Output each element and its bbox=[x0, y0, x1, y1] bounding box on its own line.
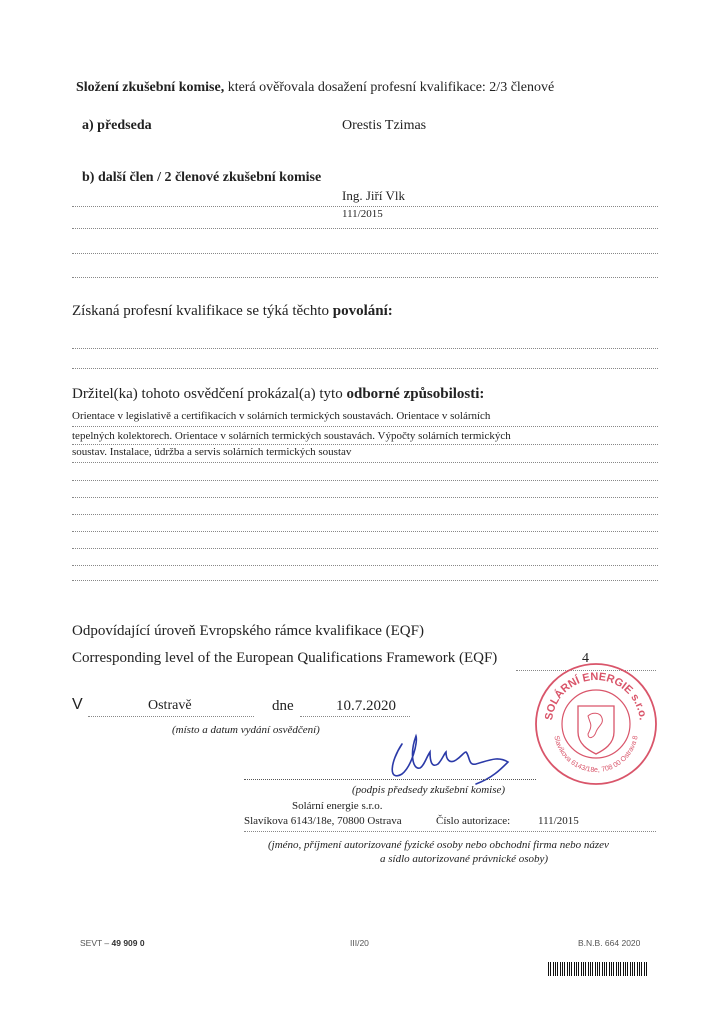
dotted-line bbox=[72, 228, 658, 229]
stamp-top-text: SOLÁRNÍ ENERGIE s.r.o. bbox=[543, 670, 649, 721]
place-prefix: V bbox=[72, 696, 83, 713]
barcode bbox=[548, 962, 648, 976]
competence-line-2: tepelných kolektorech. Orientace v solárních termických soustavách. Výpočty solárních termických bbox=[72, 430, 511, 442]
dotted-line bbox=[72, 462, 658, 463]
commission-heading bbox=[76, 80, 554, 96]
dotted-line bbox=[72, 514, 658, 515]
member-number: 111/2015 bbox=[342, 208, 383, 220]
signature-footnote-2: a sídlo autorizované právnické osoby) bbox=[380, 853, 549, 865]
stamp-inner-ring bbox=[562, 690, 630, 758]
date-value: 10.7.2020 bbox=[336, 698, 396, 714]
eqf-level: 4 bbox=[582, 651, 589, 666]
place-value: Ostravě bbox=[148, 698, 192, 713]
dotted-line bbox=[72, 444, 658, 445]
competence-heading bbox=[72, 386, 484, 403]
dotted-line bbox=[72, 580, 658, 581]
dotted-line bbox=[88, 716, 254, 717]
authorization-label: Číslo autorizace: bbox=[436, 815, 511, 827]
dotted-line bbox=[300, 716, 410, 717]
company-name: Solární energie s.r.o. bbox=[292, 800, 383, 812]
dotted-line bbox=[72, 480, 658, 481]
signature-footnote-1: (jméno, příjmení autorizované fyzické osoby nebo obchodní firma nebo název bbox=[268, 839, 609, 851]
member-name: Ing. Jiří Vlk bbox=[342, 188, 405, 203]
dotted-line bbox=[72, 368, 658, 369]
footer-left bbox=[80, 938, 145, 948]
stamp-bottom-text: Slavíkova 6143/18e, 708 00 Ostrava 8 bbox=[552, 735, 640, 775]
date-label: dne bbox=[272, 698, 294, 714]
place-date-caption: (místo a datum vydání osvědčení) bbox=[172, 724, 320, 736]
eqf-line-en: Corresponding level of the European Qualifications Framework (EQF) bbox=[72, 650, 498, 666]
competence-intro: Držitel(ka) tohoto osvědčení prokázal(a) tyto bbox=[72, 386, 347, 402]
profession-bold: povolání: bbox=[332, 303, 393, 319]
dotted-line bbox=[72, 565, 658, 566]
authorization-number: 111/2015 bbox=[538, 815, 579, 827]
eqf-line-cz: Odpovídající úroveň Evropského rámce kvalifikace (EQF) bbox=[72, 623, 424, 639]
dotted-line bbox=[72, 253, 658, 254]
stamp-lion-icon bbox=[588, 713, 602, 737]
chair-name: Orestis Tzimas bbox=[342, 118, 427, 133]
signature-line bbox=[244, 779, 536, 780]
commission-heading-bold: Složení zkušební komise, bbox=[76, 80, 225, 95]
chair-label: a) předseda bbox=[82, 118, 152, 133]
footer-right: B.N.B. 664 2020 bbox=[578, 938, 641, 948]
company-stamp bbox=[532, 660, 660, 788]
member-label: b) další člen / 2 členové zkušební komise bbox=[82, 170, 322, 185]
footer-left-prefix: SEVT – bbox=[80, 938, 112, 948]
profession-intro: Získaná profesní kvalifikace se týká těchto bbox=[72, 303, 333, 319]
dotted-line bbox=[72, 206, 658, 207]
company-address: Slavíkova 6143/18e, 70800 Ostrava bbox=[244, 815, 402, 827]
dotted-line bbox=[72, 348, 658, 349]
dotted-line bbox=[72, 497, 658, 498]
competence-bold: odborné způsobilosti: bbox=[346, 386, 485, 402]
competence-line-3: soustav. Instalace, údržba a servis solárních termických soustav bbox=[72, 446, 352, 458]
dotted-line bbox=[244, 831, 656, 832]
dotted-line bbox=[72, 426, 658, 427]
footer-left-code: 49 909 0 bbox=[111, 938, 145, 948]
dotted-line bbox=[72, 531, 658, 532]
signature-caption: (podpis předsedy zkušební komise) bbox=[352, 784, 506, 796]
footer-center: III/20 bbox=[350, 938, 369, 948]
dotted-line bbox=[72, 548, 658, 549]
competence-line-1: Orientace v legislativě a certifikacích v solárních termických soustavách. Orientace v solárních bbox=[72, 410, 491, 422]
profession-heading bbox=[72, 303, 393, 320]
dotted-line bbox=[72, 277, 658, 278]
commission-heading-rest: která ověřovala dosažení profesní kvalifikace: 2/3 členové bbox=[224, 80, 555, 95]
